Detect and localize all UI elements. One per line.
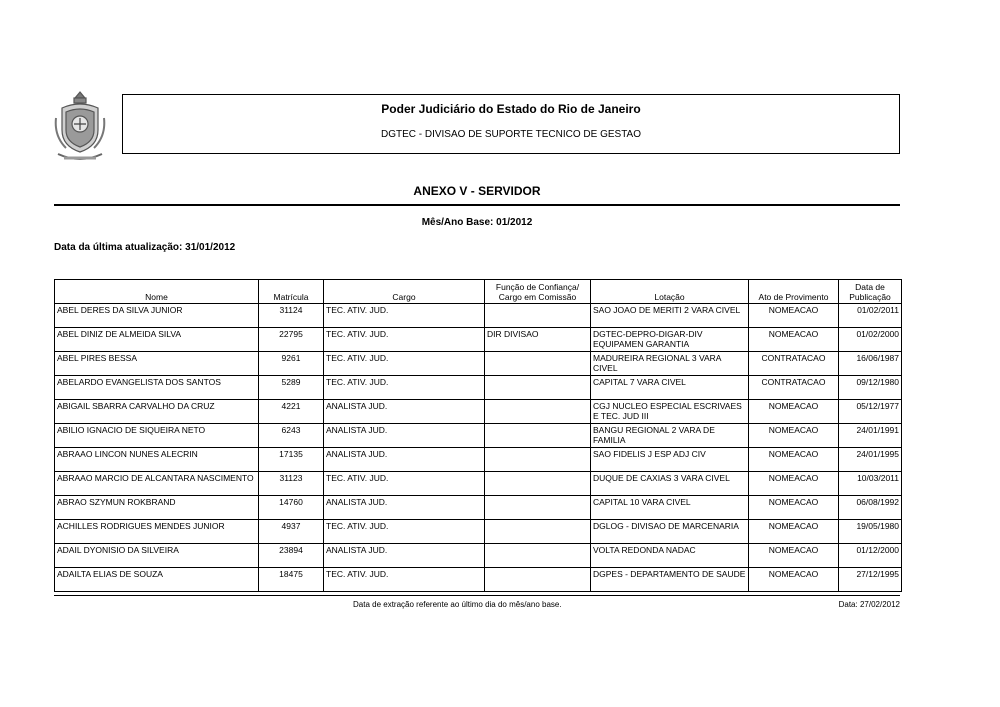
cell-data: 05/12/1977 [839,400,902,424]
cell-funcao [485,304,591,328]
cell-cargo: ANALISTA JUD. [324,544,485,568]
cell-nome: ADAILTA ELIAS DE SOUZA [55,568,259,592]
cell-ato: NOMEACAO [749,328,839,352]
cell-data: 06/08/1992 [839,496,902,520]
cell-ato: NOMEACAO [749,496,839,520]
cell-lotacao: DGTEC-DEPRO-DIGAR-DIV EQUIPAMEN GARANTIA [591,328,749,352]
cell-ato: NOMEACAO [749,424,839,448]
cell-data: 16/06/1987 [839,352,902,376]
table-row [55,496,902,520]
table-row [55,544,902,568]
cell-lotacao: CAPITAL 10 VARA CIVEL [591,496,749,520]
cell-cargo: TEC. ATIV. JUD. [324,472,485,496]
cell-cargo: TEC. ATIV. JUD. [324,352,485,376]
cell-ato: CONTRATACAO [749,352,839,376]
cell-matricula: 5289 [259,376,324,400]
cell-lotacao: CAPITAL 7 VARA CIVEL [591,376,749,400]
base-period: Mês/Ano Base: 01/2012 [421,217,533,228]
cell-data: 09/12/1980 [839,376,902,400]
cell-funcao [485,400,591,424]
cell-cargo: TEC. ATIV. JUD. [324,520,485,544]
cell-cargo: TEC. ATIV. JUD. [324,568,485,592]
footer-note: Data de extração referente ao último dia do mês/ano base. [353,600,562,609]
cell-data: 24/01/1995 [839,448,902,472]
table-row [55,376,902,400]
col-header-funcao: Função de Confiança/ Cargo em Comissão [485,280,591,304]
cell-funcao [485,424,591,448]
table-row [55,448,902,472]
cell-matricula: 17135 [259,448,324,472]
table-row [55,424,902,448]
cell-nome: ABELARDO EVANGELISTA DOS SANTOS [55,376,259,400]
cell-funcao [485,352,591,376]
col-header-ato: Ato de Provimento [749,280,839,304]
cell-funcao [485,520,591,544]
cell-cargo: ANALISTA JUD. [324,400,485,424]
cell-data: 19/05/1980 [839,520,902,544]
table-row [55,304,902,328]
footer-date: Data: 27/02/2012 [838,600,900,609]
cell-funcao [485,472,591,496]
cell-matricula: 31123 [259,472,324,496]
cell-data: 10/03/2011 [839,472,902,496]
cell-cargo: TEC. ATIV. JUD. [324,328,485,352]
col-header-data: Data de Publicação [839,280,902,304]
col-header-lotacao: Lotação [591,280,749,304]
cell-lotacao: SAO FIDELIS J ESP ADJ CIV [591,448,749,472]
cell-nome: ABEL DERES DA SILVA JUNIOR [55,304,259,328]
cell-ato: NOMEACAO [749,448,839,472]
cell-matricula: 14760 [259,496,324,520]
cell-ato: NOMEACAO [749,472,839,496]
header-box [122,94,900,154]
cell-lotacao: DGLOG - DIVISAO DE MARCENARIA [591,520,749,544]
cell-lotacao: DGPES - DEPARTAMENTO DE SAUDE [591,568,749,592]
cell-matricula: 4937 [259,520,324,544]
cell-data: 24/01/1991 [839,424,902,448]
cell-ato: NOMEACAO [749,544,839,568]
cell-matricula: 23894 [259,544,324,568]
cell-cargo: ANALISTA JUD. [324,424,485,448]
cell-nome: ABEL DINIZ DE ALMEIDA SILVA [55,328,259,352]
table-header-row [55,280,902,304]
cell-nome: ABIGAIL SBARRA CARVALHO DA CRUZ [55,400,259,424]
cell-nome: ABEL PIRES BESSA [55,352,259,376]
cell-funcao [485,544,591,568]
cell-nome: ACHILLES RODRIGUES MENDES JUNIOR [55,520,259,544]
cell-matricula: 22795 [259,328,324,352]
report-title: ANEXO V - SERVIDOR [413,184,541,198]
cell-matricula: 31124 [259,304,324,328]
cell-ato: NOMEACAO [749,568,839,592]
table-row [55,568,902,592]
cell-matricula: 4221 [259,400,324,424]
cell-lotacao: MADUREIRA REGIONAL 3 VARA CIVEL [591,352,749,376]
cell-matricula: 6243 [259,424,324,448]
footer-divider [54,595,900,596]
col-header-nome: Nome [55,280,259,304]
cell-matricula: 18475 [259,568,324,592]
cell-cargo: ANALISTA JUD. [324,496,485,520]
cell-lotacao: SAO JOAO DE MERITI 2 VARA CIVEL [591,304,749,328]
table-row [55,520,902,544]
cell-lotacao: CGJ NUCLEO ESPECIAL ESCRIVAES E TEC. JUD III [591,400,749,424]
table-row [55,400,902,424]
cell-matricula: 9261 [259,352,324,376]
org-subtitle: DGTEC - DIVISAO DE SUPORTE TECNICO DE GESTAO [380,129,642,140]
cell-lotacao: BANGU REGIONAL 2 VARA DE FAMILIA [591,424,749,448]
table-row [55,328,902,352]
col-header-cargo: Cargo [324,280,485,304]
table-row [55,472,902,496]
cell-data: 27/12/1995 [839,568,902,592]
cell-funcao [485,568,591,592]
cell-cargo: TEC. ATIV. JUD. [324,376,485,400]
cell-nome: ABRAAO LINCON NUNES ALECRIN [55,448,259,472]
cell-ato: NOMEACAO [749,400,839,424]
cell-nome: ABRAAO MARCIO DE ALCANTARA NASCIMENTO [55,472,259,496]
cell-nome: ADAIL DYONISIO DA SILVEIRA [55,544,259,568]
servidor-table [54,279,902,592]
cell-cargo: ANALISTA JUD. [324,448,485,472]
table-row [55,352,902,376]
cell-data: 01/02/2011 [839,304,902,328]
cell-data: 01/02/2000 [839,328,902,352]
col-header-matricula: Matrícula [259,280,324,304]
cell-data: 01/12/2000 [839,544,902,568]
cell-ato: NOMEACAO [749,520,839,544]
cell-lotacao: VOLTA REDONDA NADAC [591,544,749,568]
org-title: Poder Judiciário do Estado do Rio de Janeiro [381,102,641,116]
cell-ato: CONTRATACAO [749,376,839,400]
cell-lotacao: DUQUE DE CAXIAS 3 VARA CIVEL [591,472,749,496]
last-update: Data da última atualização: 31/01/2012 [54,242,236,253]
cell-nome: ABRAO SZYMUN ROKBRAND [55,496,259,520]
cell-nome: ABILIO IGNACIO DE SIQUEIRA NETO [55,424,259,448]
cell-funcao [485,448,591,472]
cell-funcao [485,376,591,400]
cell-ato: NOMEACAO [749,304,839,328]
cell-funcao: DIR DIVISAO [485,328,591,352]
coat-of-arms-seal [52,88,108,162]
cell-funcao [485,496,591,520]
cell-cargo: TEC. ATIV. JUD. [324,304,485,328]
title-divider [54,204,900,206]
